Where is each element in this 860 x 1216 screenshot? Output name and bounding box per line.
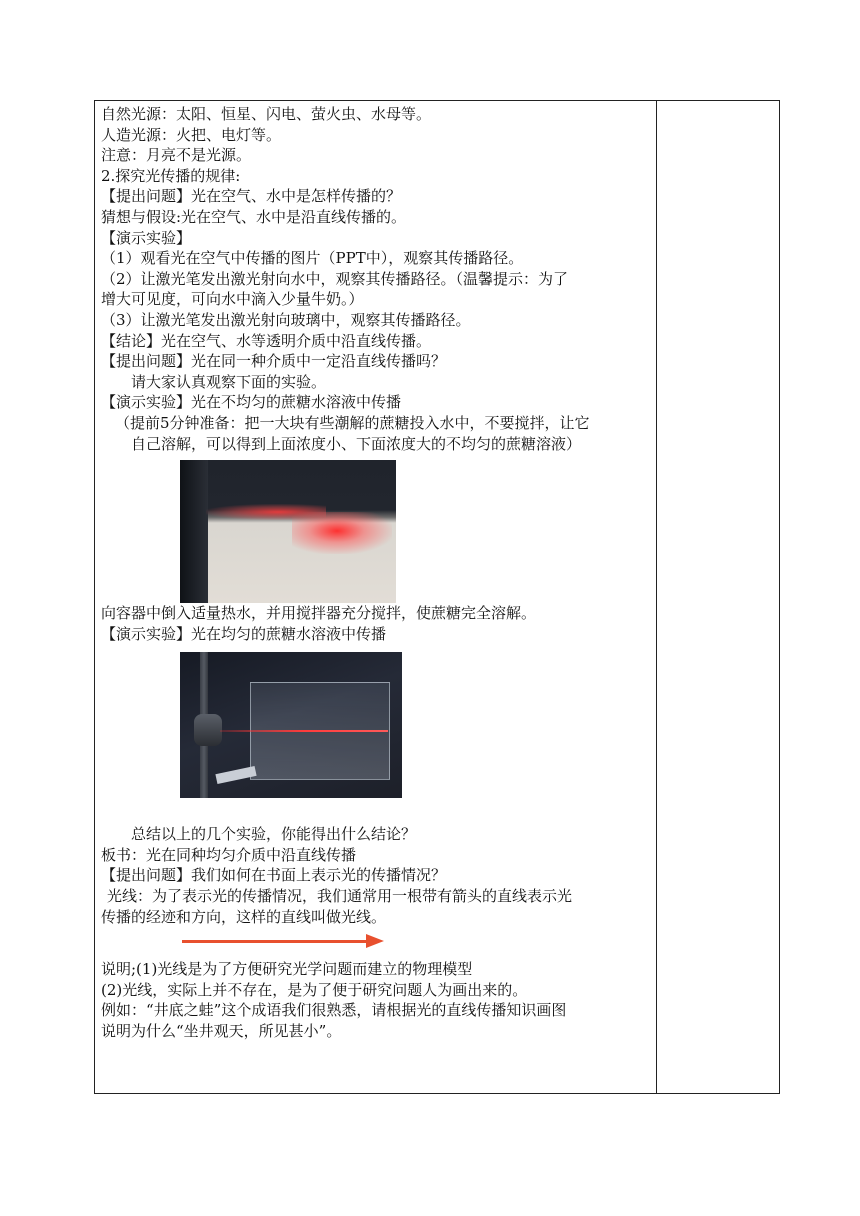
text-line: （2）让激光笔发出激光射向水中，观察其传播路径。（温馨提示：为了 [101,269,569,288]
text-line: 向容器中倒入适量热水，并用搅拌器充分搅拌，使蔗糖完全溶解。 [101,604,537,623]
arrow-shaft [182,940,370,943]
straight-laser-beam [220,730,388,732]
text-line: （提前5分钟准备：把一大块有些潮解的蔗糖投入水中，不要搅拌，让它 [115,413,590,432]
table-column-divider [656,100,657,1094]
text-line: (2)光线，实际上并不存在，是为了便于研究问题人为画出来的。 [101,980,528,999]
photo-dark-edge [180,460,208,603]
uneven-sugar-solution-photo [180,460,396,603]
text-line: 注意：月亮不是光源。 [101,146,252,165]
text-line: 【提出问题】我们如何在书面上表示光的传播情况？ [101,866,447,885]
text-line: 人造光源：火把、电灯等。 [101,125,282,144]
text-line: 例如：“井底之蛙”这个成语我们很熟悉，请根据光的直线传播知识画图 [101,1001,567,1020]
laser-glow [292,512,392,554]
text-line: 猜想与假设:光在空气、水中是沿直线传播的。 [101,207,407,226]
text-line: 请大家认真观察下面的实验。 [131,372,327,391]
text-line: 2.探究光传播的规律: [101,166,241,185]
laser-pointer [194,714,222,746]
text-line: （3）让激光笔发出激光射向玻璃中，观察其传播路径。 [101,310,471,329]
text-line: 【提出问题】光在同一种介质中一定沿直线传播吗？ [101,352,447,371]
text-line: 【演示实验】光在不均匀的蔗糖水溶液中传播 [101,393,402,412]
text-line: 【提出问题】光在空气、水中是怎样传播的？ [101,187,402,206]
lesson-content-cell [101,104,651,1042]
text-line: 说明为什么“坐井观天，所见甚小”。 [101,1022,342,1041]
light-ray-arrow [182,932,392,950]
text-line: 光线：为了表示光的传播情况，我们通常用一根带有箭头的直线表示光 [107,887,573,906]
text-line: 总结以上的几个实验，你能得出什么结论？ [131,825,417,844]
text-line: 自己溶解，可以得到上面浓度小、下面浓度大的不均匀的蔗糖溶液） [131,434,582,453]
uniform-sugar-solution-photo [180,652,402,798]
text-line: （1）观看光在空气中传播的图片（PPT中），观察其传播路径。 [101,249,524,268]
text-line: 【演示实验】 [101,228,192,247]
text-line: 【结论】光在空气、水等透明介质中沿直线传播。 [101,331,432,350]
text-line: 增大可见度，可向水中滴入少量牛奶。） [101,290,364,309]
arrow-head-icon [366,934,384,948]
tank-base [215,766,256,784]
text-line: 说明;(1)光线是为了方便研究光学问题而建立的物理模型 [101,960,473,979]
text-line: 自然光源：太阳、恒星、闪电、萤火虫、水母等。 [101,105,432,123]
text-line: 传播的经迹和方向，这样的直线叫做光线。 [101,907,387,926]
text-line: 【演示实验】光在均匀的蔗糖水溶液中传播 [101,624,387,643]
text-line: 板书：光在同种均匀介质中沿直线传播 [101,845,357,864]
